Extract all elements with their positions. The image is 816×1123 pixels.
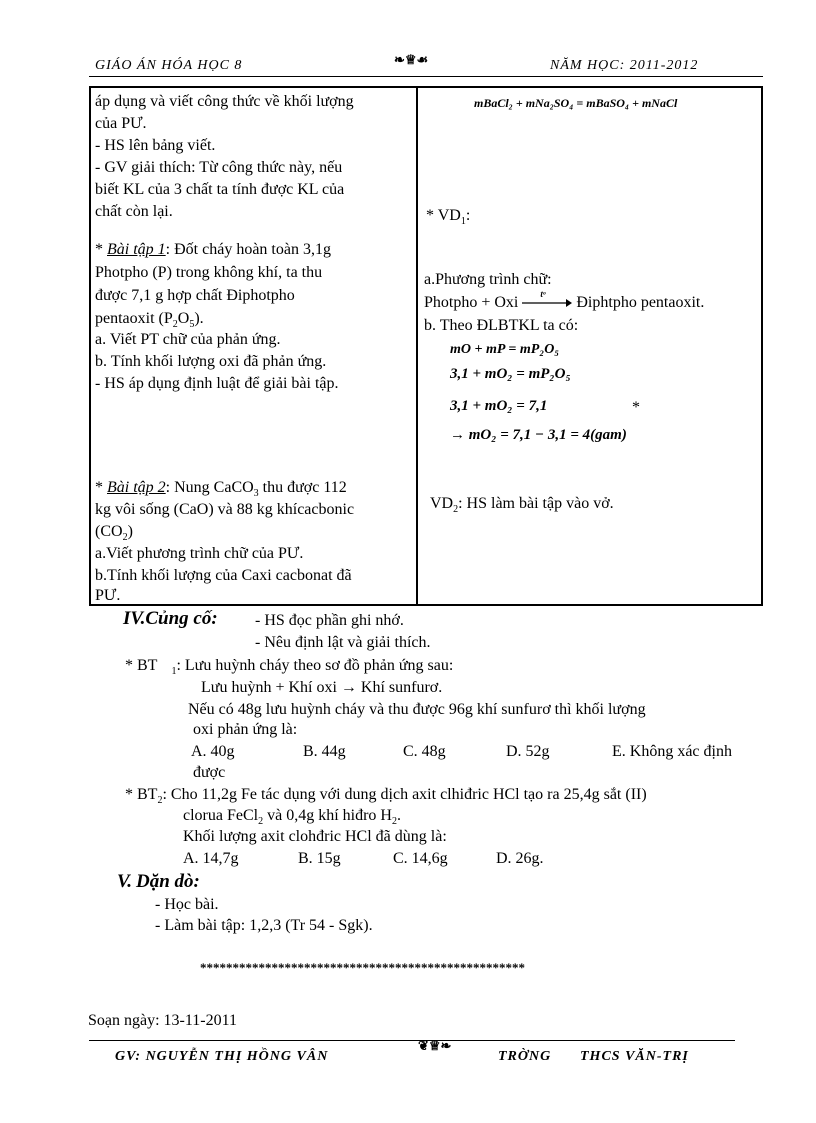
- left-line-2: của PƯ.: [95, 115, 147, 132]
- footer-school-a: TRỜNG: [498, 1049, 552, 1064]
- left-line-4: - GV giải thích: Từ công thức này, nếu: [95, 159, 343, 176]
- footer-ornament: ❦♕❧: [418, 1038, 452, 1053]
- exercise-1-line-3: được 7,1 g hợp chất Điphotpho: [95, 287, 295, 304]
- bt1-option-a: A. 40g: [191, 743, 235, 760]
- section-5-title: V. Dặn dò:: [117, 871, 200, 892]
- prepared-date: Soạn ngày: 13-11-2011: [88, 1012, 238, 1029]
- math-line-4: → mO₂ = 7,1 − 3,1 = 4(gam): [450, 427, 627, 443]
- bt1-option-e-cont: được: [193, 764, 226, 781]
- b-line: b. Theo ĐLBTKL ta có:: [424, 317, 579, 334]
- exercise-1-line-2: Photpho (P) trong không khí, ta thu: [95, 264, 323, 281]
- section-5-item-2: - Làm bài tập: 1,2,3 (Tr 54 - Sgk).: [155, 917, 373, 934]
- bt2-option-b: B. 15g: [298, 850, 341, 867]
- exercise-2-line-2: kg vôi sống (CaO) và 88 kg khícacbonic: [95, 501, 355, 518]
- vd1-label: * $VD_1$:: [426, 207, 471, 228]
- exercise-1-item-c: - HS áp dụng định luật để giải bài tập.: [95, 375, 339, 392]
- teacher-activity-cell: [90, 87, 417, 605]
- math-line-1: mO + mP = mP₂O₅: [450, 342, 560, 357]
- header-left: GIÁO ÁN HÓA HỌC 8: [95, 58, 243, 73]
- bt1-option-e: E. Không xác định: [612, 743, 732, 760]
- left-line-6: chất còn lại.: [95, 203, 173, 220]
- exercise-2-heading: * Bài tập 2: Nung CaCO$_3$ thu được 112: [95, 479, 347, 500]
- bt1-option-c: C. 48g: [403, 743, 446, 760]
- bt1-scheme: Lưu huỳnh + Khí oxi → Khí sunfurơ.: [201, 679, 443, 696]
- section-4-line-2: - Nêu định lật và giải thích.: [255, 634, 431, 651]
- bt1-option-d: D. 52g: [506, 743, 550, 760]
- math-star: *: [632, 399, 640, 416]
- footer-rule: [89, 1040, 735, 1041]
- bt2-line-3: Khối lượng axit clohđric HCl đã dùng là:: [183, 828, 447, 845]
- footer-school-b: THCS VĂN-TRỊ: [580, 1049, 689, 1064]
- footer-teacher: GV: NGUYỄN THỊ HỒNG VÂN: [115, 1049, 329, 1064]
- exercise-1-heading: * Bài tập 1: Đốt cháy hoàn toàn 3,1g: [95, 241, 331, 258]
- bt2-option-d: D. 26g.: [496, 850, 544, 867]
- exercise-2-line-3: $(CO_2)$: [95, 523, 133, 544]
- section-5-item-1: - Học bài.: [155, 896, 219, 913]
- word-equation: Photpho + Oxi tᵒ Điphtpho pentaoxit.: [424, 289, 705, 311]
- exercise-1-formula: pentaoxit $(P_2O_5)$.: [95, 310, 204, 331]
- eq-label: a.Phương trình chữ:: [424, 271, 552, 288]
- header-rule: [89, 76, 763, 77]
- section-4-title: IV.Củng cố:: [123, 608, 218, 629]
- vd2-line: $VD_2$: HS làm bài tập vào vở.: [430, 495, 614, 516]
- student-activity-cell: [417, 87, 762, 605]
- bt2-heading: * $BT_2$: Cho 11,2g Fe tác dụng với dung dịch axit clhiđric HCl tạo ra 25,4g sắt (II): [125, 786, 647, 807]
- exercise-1-item-b: b. Tính khối lượng oxi đã phản ứng.: [95, 353, 327, 370]
- formula-top: mBaCl₂ + mNa₂SO₄ = mBaSO₄ + mNaCl: [474, 96, 678, 110]
- bt1-option-b: B. 44g: [303, 743, 346, 760]
- header-ornament: ❧♕☙: [394, 52, 429, 67]
- exercise-1-item-a: a. Viết PT chữ của phản ứng.: [95, 331, 281, 348]
- lesson-table: [89, 86, 763, 606]
- exercise-2-item-a: a.Viết phương trình chữ của PƯ.: [95, 545, 304, 562]
- bt1-heading: * BT $_1$: Lưu huỳnh cháy theo sơ đồ phản ứng sau:: [125, 657, 454, 678]
- bt2-option-c: C. 14,6g: [393, 850, 448, 867]
- math-line-3: 3,1 + mO₂ = 7,1: [450, 398, 548, 414]
- left-line-5: biết KL của 3 chất ta tính được KL của: [95, 181, 345, 198]
- stars-divider: **************************************************: [200, 960, 525, 975]
- left-line-3: - HS lên bảng viết.: [95, 137, 216, 154]
- exercise-2-item-b: b.Tính khối lượng của Caxi cacbonat đã: [95, 567, 352, 584]
- reaction-arrow-icon: tᵒ: [522, 293, 572, 313]
- bt1-question-1: Nếu có 48g lưu huỳnh cháy và thu được 96g khí sunfurơ thì khối lượng: [188, 701, 646, 718]
- exercise-2-item-c: PƯ.: [95, 587, 121, 604]
- left-line-1: áp dụng và viết công thức về khối lượng: [95, 93, 354, 110]
- bt2-option-a: A. 14,7g: [183, 850, 239, 867]
- section-4-line-1: - HS đọc phần ghi nhớ.: [255, 612, 404, 629]
- math-line-2: 3,1 + mO₂ = mP₂O₅: [450, 366, 571, 382]
- bt2-line-2: clorua FeCl$_2$ và 0,4g khí hiđro $H_2$.: [183, 807, 401, 828]
- bt1-question-2: oxi phản ứng là:: [193, 721, 298, 738]
- header-right: NĂM HỌC: 2011-2012: [550, 58, 699, 73]
